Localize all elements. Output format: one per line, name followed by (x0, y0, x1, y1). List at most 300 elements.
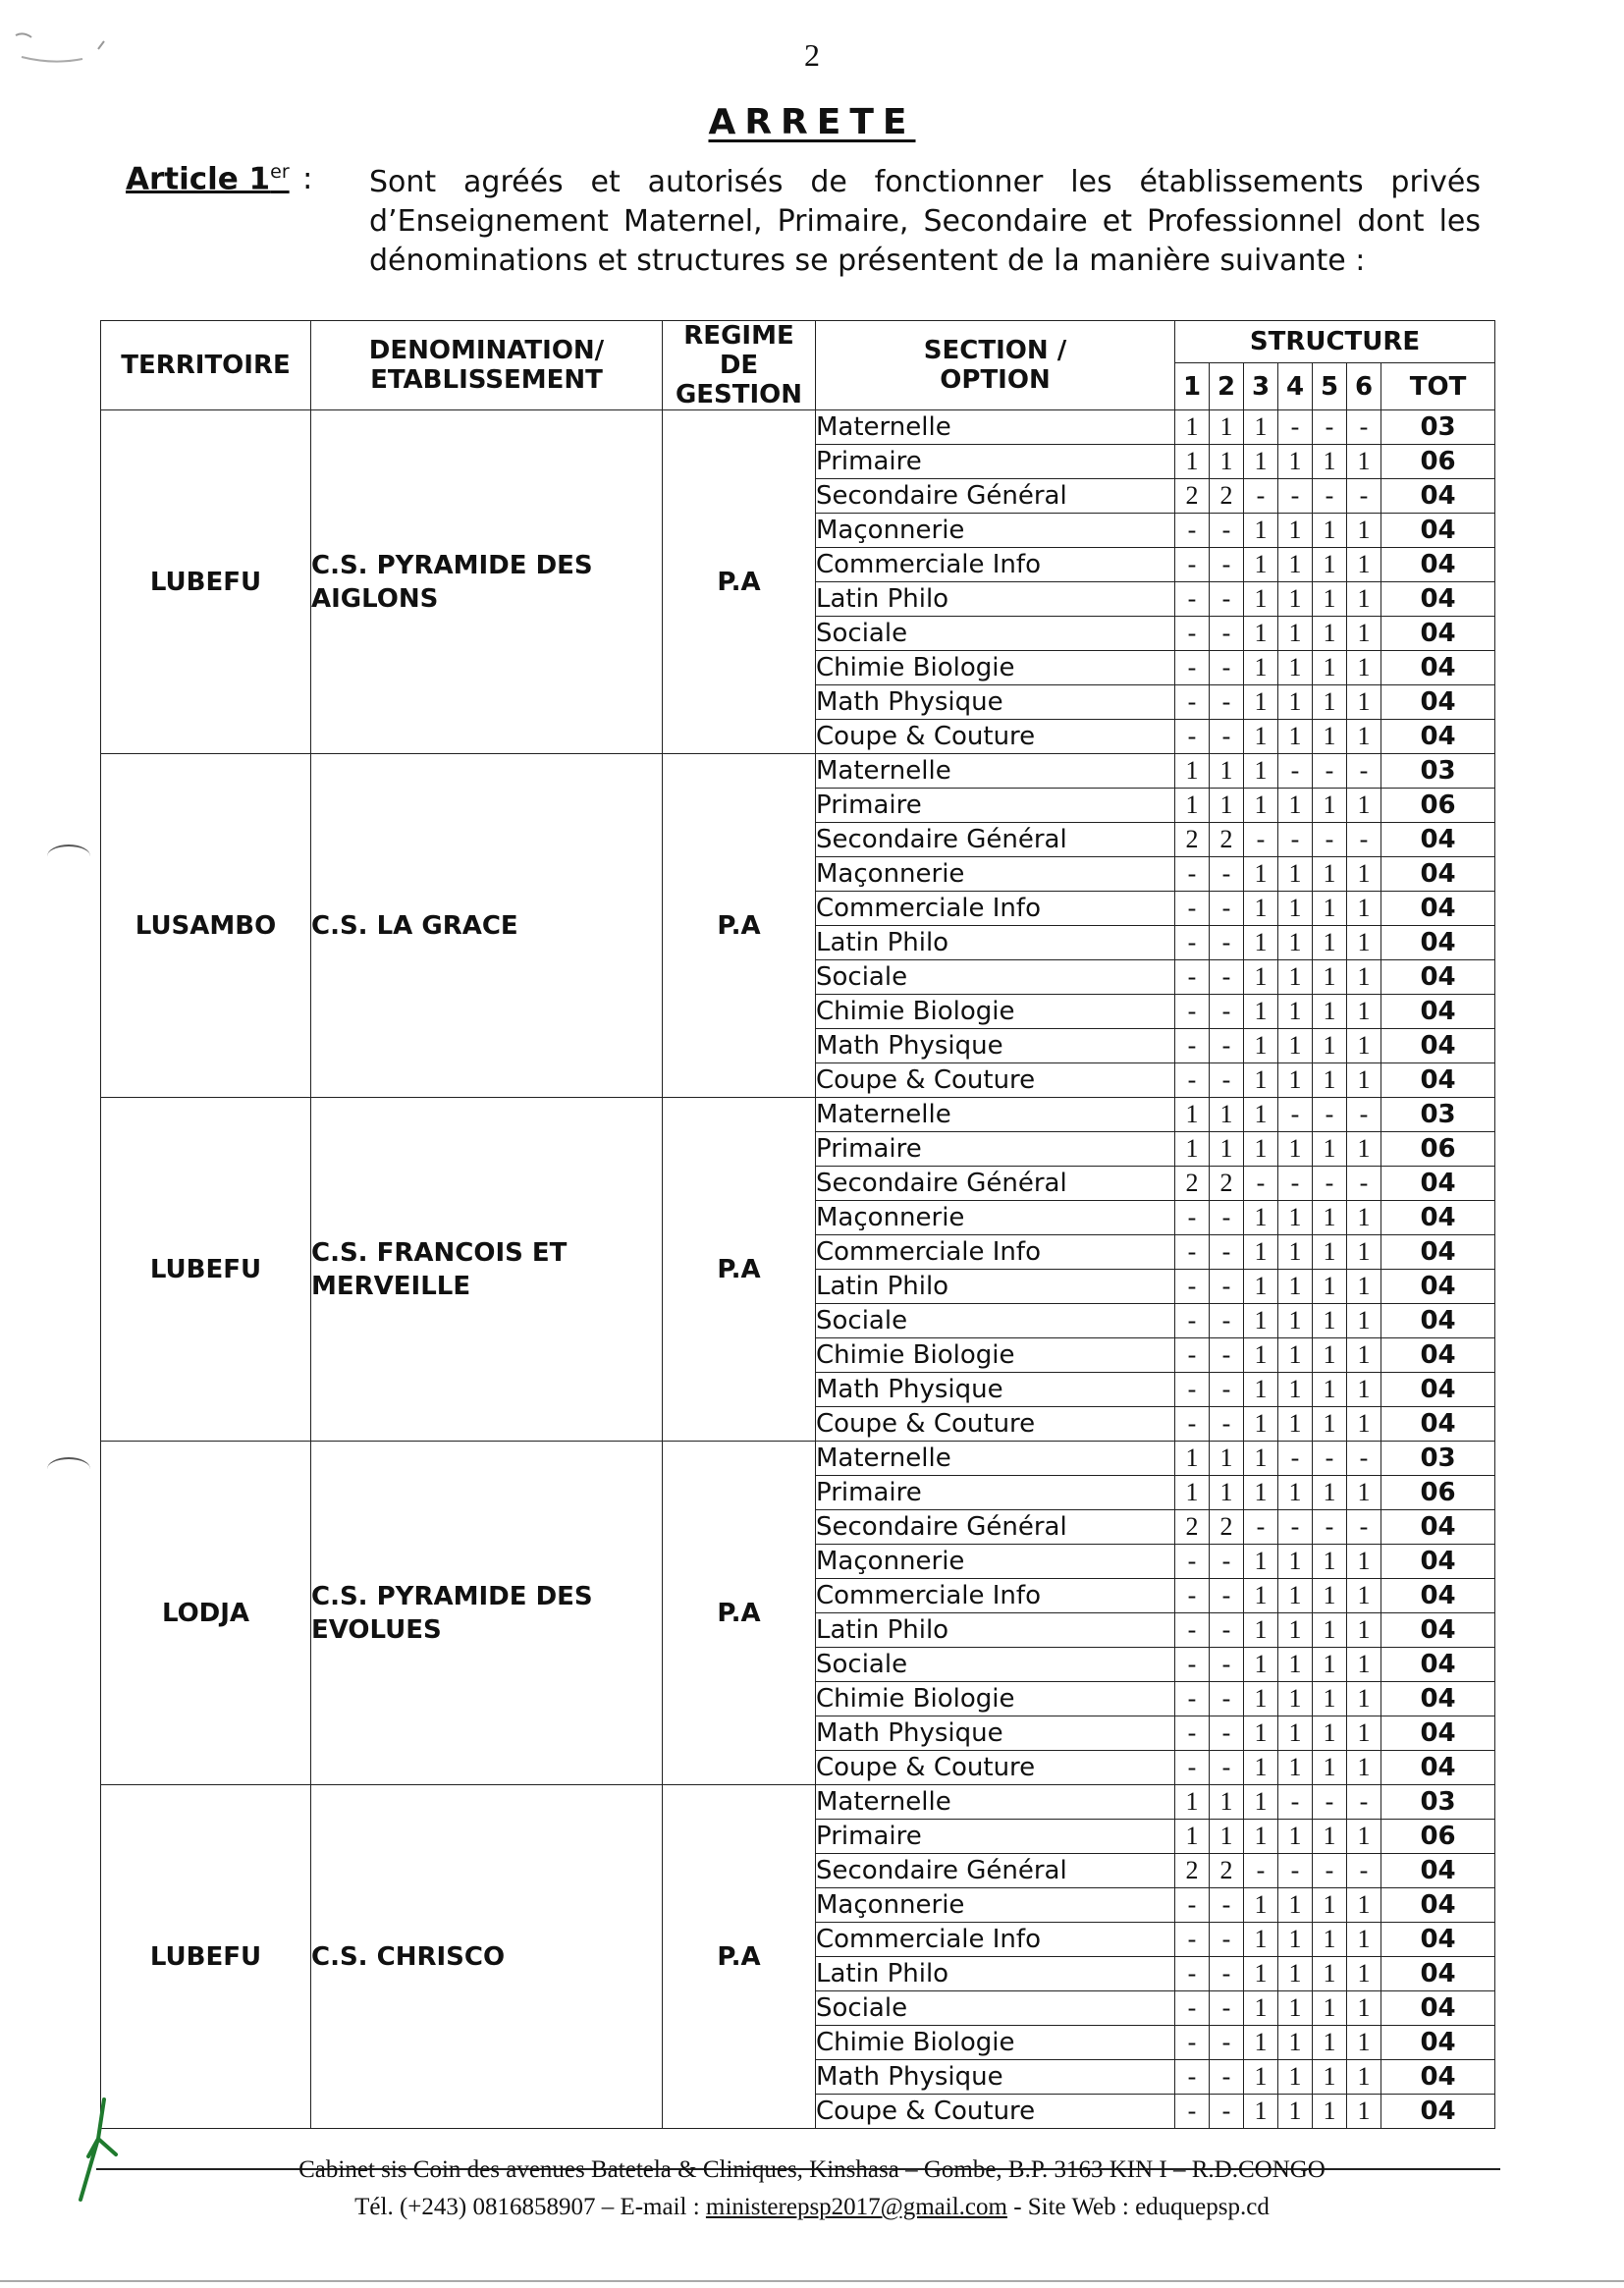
year-1-cell: 1 (1175, 1820, 1210, 1854)
header-denomination-line1: DENOMINATION/ (368, 336, 605, 365)
year-2-cell: - (1210, 1991, 1244, 2026)
table-row (101, 1785, 1495, 1820)
total-cell: 04 (1381, 1751, 1495, 1785)
total-cell: 04 (1381, 1029, 1495, 1063)
year-2-cell: - (1210, 1338, 1244, 1373)
year-2-cell: 2 (1210, 1510, 1244, 1545)
option-cell: Math Physique (816, 1029, 1175, 1063)
year-3-cell: 1 (1244, 1545, 1278, 1579)
year-6-cell: 1 (1347, 1991, 1381, 2026)
year-2-cell: - (1210, 995, 1244, 1029)
year-5-cell: 1 (1313, 685, 1347, 720)
year-1-cell: 1 (1175, 1476, 1210, 1510)
year-4-cell: - (1278, 1785, 1313, 1820)
header-regime-line3: GESTION (675, 380, 803, 409)
year-1-cell: - (1175, 1923, 1210, 1957)
year-1-cell: - (1175, 1063, 1210, 1098)
year-5-cell: - (1313, 479, 1347, 514)
total-cell: 04 (1381, 892, 1495, 926)
page-title: ARRETE (708, 102, 916, 142)
option-cell: Maçonnerie (816, 514, 1175, 548)
year-3-cell: 1 (1244, 1442, 1278, 1476)
year-1-cell: 2 (1175, 1167, 1210, 1201)
year-2-cell: - (1210, 2026, 1244, 2060)
footer-address: Cabinet sis Coin des avenues Batetela & Cliniques, Kinshasa – Gombe, B.P. 3163 KIN I – R.D.CONGO (298, 2156, 1326, 2183)
option-cell: Primaire (816, 1132, 1175, 1167)
year-5-cell: 1 (1313, 548, 1347, 582)
year-6-cell: 1 (1347, 617, 1381, 651)
header-section-line2: OPTION (940, 365, 1051, 395)
scan-bottom-edge (0, 2280, 1624, 2282)
year-1-cell: 2 (1175, 1510, 1210, 1545)
option-cell: Sociale (816, 1648, 1175, 1682)
year-6-cell: 1 (1347, 926, 1381, 960)
year-3-cell: 1 (1244, 720, 1278, 754)
year-1-cell: - (1175, 2026, 1210, 2060)
year-6-cell: - (1347, 1785, 1381, 1820)
total-cell: 04 (1381, 548, 1495, 582)
year-3-cell: 1 (1244, 1132, 1278, 1167)
year-3-cell: 1 (1244, 1785, 1278, 1820)
year-5-cell: 1 (1313, 2060, 1347, 2095)
header-section (816, 321, 1175, 410)
year-3-cell: 1 (1244, 2026, 1278, 2060)
establishments-table (100, 320, 1495, 2129)
year-2-cell: - (1210, 1648, 1244, 1682)
year-5-cell: - (1313, 1167, 1347, 1201)
option-cell: Latin Philo (816, 1270, 1175, 1304)
year-3-cell: 1 (1244, 582, 1278, 617)
territoire-cell: LUBEFU (101, 1098, 311, 1442)
year-1-cell: - (1175, 1338, 1210, 1373)
establishment-name-line1: C.S. FRANCOIS ET (311, 1237, 568, 1268)
year-3-cell: - (1244, 479, 1278, 514)
year-4-cell: 1 (1278, 1888, 1313, 1923)
option-cell: Chimie Biologie (816, 1682, 1175, 1716)
year-4-cell: 1 (1278, 1991, 1313, 2026)
header-year-1: 1 (1175, 363, 1210, 410)
year-5-cell: 1 (1313, 1201, 1347, 1235)
year-4-cell: 1 (1278, 651, 1313, 685)
year-6-cell: - (1347, 1510, 1381, 1545)
year-6-cell: 1 (1347, 960, 1381, 995)
year-2-cell: 1 (1210, 410, 1244, 445)
year-5-cell: 1 (1313, 514, 1347, 548)
year-3-cell: 1 (1244, 1201, 1278, 1235)
year-1-cell: - (1175, 1957, 1210, 1991)
year-4-cell: 1 (1278, 582, 1313, 617)
option-cell: Coupe & Couture (816, 1063, 1175, 1098)
establishment-name-line1: C.S. LA GRACE (311, 910, 518, 941)
header-regime-line1: REGIME (683, 321, 794, 351)
year-2-cell: - (1210, 1751, 1244, 1785)
year-6-cell: - (1347, 754, 1381, 789)
total-cell: 04 (1381, 514, 1495, 548)
total-cell: 04 (1381, 995, 1495, 1029)
year-5-cell: 1 (1313, 926, 1347, 960)
year-5-cell: - (1313, 1854, 1347, 1888)
total-cell: 06 (1381, 1132, 1495, 1167)
option-cell: Primaire (816, 1476, 1175, 1510)
year-5-cell: 1 (1313, 1304, 1347, 1338)
establishment-name-line2: EVOLUES (311, 1614, 442, 1645)
year-3-cell: 1 (1244, 892, 1278, 926)
year-6-cell: 1 (1347, 1648, 1381, 1682)
year-5-cell: 1 (1313, 1338, 1347, 1373)
year-6-cell: 1 (1347, 1304, 1381, 1338)
year-3-cell: 1 (1244, 1407, 1278, 1442)
year-1-cell: - (1175, 1613, 1210, 1648)
year-4-cell: 1 (1278, 995, 1313, 1029)
option-cell: Maternelle (816, 1785, 1175, 1820)
total-cell: 04 (1381, 1235, 1495, 1270)
year-6-cell: 1 (1347, 582, 1381, 617)
year-5-cell: 1 (1313, 651, 1347, 685)
table-row (101, 1098, 1495, 1132)
year-3-cell: 1 (1244, 514, 1278, 548)
year-6-cell: 1 (1347, 1373, 1381, 1407)
year-2-cell: - (1210, 582, 1244, 617)
total-cell: 03 (1381, 754, 1495, 789)
option-cell: Commerciale Info (816, 548, 1175, 582)
year-2-cell: - (1210, 651, 1244, 685)
year-2-cell: - (1210, 1304, 1244, 1338)
year-5-cell: 1 (1313, 2095, 1347, 2129)
establishment-name-line2: AIGLONS (311, 583, 439, 614)
year-2-cell: 1 (1210, 1098, 1244, 1132)
year-3-cell: 1 (1244, 1063, 1278, 1098)
option-cell: Commerciale Info (816, 892, 1175, 926)
year-5-cell: 1 (1313, 1888, 1347, 1923)
year-1-cell: - (1175, 857, 1210, 892)
year-3-cell: 1 (1244, 548, 1278, 582)
year-6-cell: 1 (1347, 892, 1381, 926)
regime-cell: P.A (663, 1098, 816, 1442)
year-4-cell: - (1278, 1442, 1313, 1476)
year-4-cell: 1 (1278, 960, 1313, 995)
header-total: TOT (1381, 363, 1495, 410)
total-cell: 06 (1381, 789, 1495, 823)
total-cell: 04 (1381, 1510, 1495, 1545)
year-1-cell: 1 (1175, 789, 1210, 823)
year-6-cell: 1 (1347, 1716, 1381, 1751)
year-5-cell: 1 (1313, 1132, 1347, 1167)
year-2-cell: - (1210, 1407, 1244, 1442)
establishment-name-line1: C.S. CHRISCO (311, 1941, 506, 1972)
year-6-cell: - (1347, 410, 1381, 445)
table-row (101, 1442, 1495, 1476)
year-6-cell: 1 (1347, 1751, 1381, 1785)
year-2-cell: 1 (1210, 754, 1244, 789)
year-5-cell: - (1313, 1442, 1347, 1476)
year-1-cell: - (1175, 582, 1210, 617)
year-1-cell: - (1175, 514, 1210, 548)
year-1-cell: - (1175, 1235, 1210, 1270)
total-cell: 04 (1381, 960, 1495, 995)
option-cell: Maçonnerie (816, 1201, 1175, 1235)
year-1-cell: - (1175, 1682, 1210, 1716)
year-6-cell: 1 (1347, 1029, 1381, 1063)
total-cell: 04 (1381, 1063, 1495, 1098)
year-3-cell: 1 (1244, 1235, 1278, 1270)
year-1-cell: 1 (1175, 1132, 1210, 1167)
year-3-cell: - (1244, 823, 1278, 857)
paraphe-initials-mark (59, 2092, 147, 2209)
year-5-cell: 1 (1313, 1270, 1347, 1304)
year-5-cell: 1 (1313, 1957, 1347, 1991)
year-1-cell: 2 (1175, 479, 1210, 514)
year-5-cell: 1 (1313, 1613, 1347, 1648)
year-5-cell: 1 (1313, 995, 1347, 1029)
territoire-cell: LUBEFU (101, 410, 311, 754)
year-3-cell: 1 (1244, 960, 1278, 995)
year-3-cell: 1 (1244, 2060, 1278, 2095)
total-cell: 04 (1381, 651, 1495, 685)
year-3-cell: 1 (1244, 1957, 1278, 1991)
establishment-name-line1: C.S. PYRAMIDE DES (311, 1581, 593, 1611)
year-6-cell: 1 (1347, 1682, 1381, 1716)
option-cell: Math Physique (816, 2060, 1175, 2095)
option-cell: Latin Philo (816, 926, 1175, 960)
article-label-text: Article 1 (126, 161, 271, 197)
option-cell: Maternelle (816, 410, 1175, 445)
year-5-cell: 1 (1313, 789, 1347, 823)
year-2-cell: 1 (1210, 1785, 1244, 1820)
year-5-cell: 1 (1313, 1923, 1347, 1957)
option-cell: Commerciale Info (816, 1235, 1175, 1270)
year-1-cell: - (1175, 1407, 1210, 1442)
year-1-cell: 1 (1175, 1442, 1210, 1476)
year-4-cell: 1 (1278, 2026, 1313, 2060)
year-5-cell: 1 (1313, 1648, 1347, 1682)
year-1-cell: - (1175, 1888, 1210, 1923)
year-4-cell: 1 (1278, 1957, 1313, 1991)
year-1-cell: - (1175, 1579, 1210, 1613)
total-cell: 06 (1381, 1476, 1495, 1510)
year-2-cell: - (1210, 1235, 1244, 1270)
year-5-cell: - (1313, 1098, 1347, 1132)
year-4-cell: 1 (1278, 857, 1313, 892)
year-1-cell: - (1175, 1545, 1210, 1579)
year-4-cell: 1 (1278, 1682, 1313, 1716)
total-cell: 03 (1381, 1442, 1495, 1476)
year-4-cell: 1 (1278, 1063, 1313, 1098)
year-3-cell: 1 (1244, 1613, 1278, 1648)
year-4-cell: 1 (1278, 617, 1313, 651)
option-cell: Maternelle (816, 1098, 1175, 1132)
year-2-cell: - (1210, 1613, 1244, 1648)
year-3-cell: 1 (1244, 926, 1278, 960)
year-4-cell: 1 (1278, 1716, 1313, 1751)
year-2-cell: - (1210, 1201, 1244, 1235)
year-6-cell: 1 (1347, 651, 1381, 685)
year-4-cell: 1 (1278, 1613, 1313, 1648)
total-cell: 04 (1381, 1648, 1495, 1682)
year-5-cell: 1 (1313, 1407, 1347, 1442)
year-1-cell: - (1175, 926, 1210, 960)
year-1-cell: - (1175, 1304, 1210, 1338)
year-6-cell: 1 (1347, 445, 1381, 479)
total-cell: 04 (1381, 1201, 1495, 1235)
option-cell: Sociale (816, 960, 1175, 995)
year-2-cell: - (1210, 1682, 1244, 1716)
year-1-cell: 1 (1175, 445, 1210, 479)
year-5-cell: 1 (1313, 892, 1347, 926)
year-2-cell: 1 (1210, 1476, 1244, 1510)
year-2-cell: - (1210, 548, 1244, 582)
table-row (101, 410, 1495, 445)
year-6-cell: 1 (1347, 1407, 1381, 1442)
year-6-cell: - (1347, 823, 1381, 857)
year-4-cell: 1 (1278, 1579, 1313, 1613)
year-4-cell: 1 (1278, 1373, 1313, 1407)
year-4-cell: - (1278, 1098, 1313, 1132)
year-1-cell: 2 (1175, 823, 1210, 857)
header-year-6: 6 (1347, 363, 1381, 410)
year-2-cell: - (1210, 1579, 1244, 1613)
year-4-cell: 1 (1278, 514, 1313, 548)
year-6-cell: - (1347, 1167, 1381, 1201)
option-cell: Maçonnerie (816, 1888, 1175, 1923)
year-3-cell: 1 (1244, 1579, 1278, 1613)
year-4-cell: 1 (1278, 445, 1313, 479)
year-2-cell: - (1210, 720, 1244, 754)
option-cell: Secondaire Général (816, 823, 1175, 857)
total-cell: 04 (1381, 2026, 1495, 2060)
year-3-cell: 1 (1244, 857, 1278, 892)
year-1-cell: - (1175, 1029, 1210, 1063)
year-3-cell: 1 (1244, 1373, 1278, 1407)
header-regime-line2: DE (719, 351, 759, 380)
year-5-cell: - (1313, 1510, 1347, 1545)
year-4-cell: - (1278, 754, 1313, 789)
option-cell: Coupe & Couture (816, 720, 1175, 754)
option-cell: Primaire (816, 789, 1175, 823)
footer-website: - Site Web : eduquepsp.cd (1006, 2194, 1270, 2220)
year-3-cell: 1 (1244, 1923, 1278, 1957)
year-3-cell: 1 (1244, 1476, 1278, 1510)
total-cell: 04 (1381, 1888, 1495, 1923)
header-year-3: 3 (1244, 363, 1278, 410)
option-cell: Chimie Biologie (816, 1338, 1175, 1373)
total-cell: 04 (1381, 1854, 1495, 1888)
total-cell: 04 (1381, 2095, 1495, 2129)
option-cell: Secondaire Général (816, 1167, 1175, 1201)
year-1-cell: - (1175, 1373, 1210, 1407)
year-3-cell: 1 (1244, 617, 1278, 651)
year-4-cell: 1 (1278, 1132, 1313, 1167)
year-6-cell: 1 (1347, 685, 1381, 720)
option-cell: Chimie Biologie (816, 651, 1175, 685)
year-5-cell: - (1313, 1785, 1347, 1820)
footer-email-link[interactable]: ministerepsp2017@gmail.com (705, 2194, 1007, 2220)
total-cell: 06 (1381, 1820, 1495, 1854)
year-4-cell: 1 (1278, 1338, 1313, 1373)
year-5-cell: 1 (1313, 1063, 1347, 1098)
year-4-cell: 1 (1278, 1270, 1313, 1304)
territoire-cell: LODJA (101, 1442, 311, 1785)
header-territoire: TERRITOIRE (101, 321, 311, 410)
establishment-name-line2: MERVEILLE (311, 1271, 471, 1301)
year-5-cell: - (1313, 754, 1347, 789)
total-cell: 04 (1381, 1407, 1495, 1442)
year-1-cell: - (1175, 960, 1210, 995)
year-5-cell: 1 (1313, 1476, 1347, 1510)
year-4-cell: - (1278, 479, 1313, 514)
option-cell: Coupe & Couture (816, 2095, 1175, 2129)
year-1-cell: - (1175, 995, 1210, 1029)
year-4-cell: 1 (1278, 1235, 1313, 1270)
year-4-cell: 1 (1278, 926, 1313, 960)
year-3-cell: 1 (1244, 1338, 1278, 1373)
punch-hole-mark (47, 844, 90, 868)
year-3-cell: - (1244, 1167, 1278, 1201)
year-3-cell: 1 (1244, 1820, 1278, 1854)
year-1-cell: - (1175, 2095, 1210, 2129)
year-4-cell: 1 (1278, 892, 1313, 926)
year-2-cell: - (1210, 892, 1244, 926)
year-6-cell: 1 (1347, 1132, 1381, 1167)
option-cell: Coupe & Couture (816, 1751, 1175, 1785)
year-5-cell: 1 (1313, 1029, 1347, 1063)
year-2-cell: 2 (1210, 1167, 1244, 1201)
year-6-cell: 1 (1347, 1957, 1381, 1991)
year-1-cell: - (1175, 1648, 1210, 1682)
regime-cell: P.A (663, 754, 816, 1098)
total-cell: 04 (1381, 1991, 1495, 2026)
year-3-cell: 1 (1244, 1270, 1278, 1304)
year-5-cell: 1 (1313, 720, 1347, 754)
year-3-cell: 1 (1244, 651, 1278, 685)
year-4-cell: 1 (1278, 1029, 1313, 1063)
year-6-cell: - (1347, 1098, 1381, 1132)
year-6-cell: - (1347, 1854, 1381, 1888)
table-row (101, 754, 1495, 789)
year-1-cell: 2 (1175, 1854, 1210, 1888)
header-denomination-line2: ETABLISSEMENT (370, 365, 603, 395)
year-1-cell: - (1175, 1270, 1210, 1304)
year-2-cell: - (1210, 1373, 1244, 1407)
year-4-cell: 1 (1278, 1476, 1313, 1510)
year-1-cell: - (1175, 2060, 1210, 2095)
year-5-cell: 1 (1313, 1682, 1347, 1716)
year-6-cell: 1 (1347, 2060, 1381, 2095)
total-cell: 03 (1381, 410, 1495, 445)
year-4-cell: - (1278, 1510, 1313, 1545)
year-3-cell: 1 (1244, 2095, 1278, 2129)
year-5-cell: 1 (1313, 617, 1347, 651)
option-cell: Chimie Biologie (816, 995, 1175, 1029)
year-4-cell: 1 (1278, 1648, 1313, 1682)
year-6-cell: 1 (1347, 1338, 1381, 1373)
header-year-5: 5 (1313, 363, 1347, 410)
year-6-cell: 1 (1347, 789, 1381, 823)
footer-phone: Tél. (+243) 0816858907 – E-mail : (354, 2194, 706, 2220)
year-3-cell: 1 (1244, 685, 1278, 720)
establishment-name-cell (311, 1785, 663, 2129)
year-4-cell: 1 (1278, 548, 1313, 582)
year-6-cell: 1 (1347, 1270, 1381, 1304)
year-1-cell: 1 (1175, 410, 1210, 445)
year-1-cell: 1 (1175, 1785, 1210, 1820)
header-structure: STRUCTURE (1175, 321, 1495, 363)
year-5-cell: - (1313, 823, 1347, 857)
year-3-cell: 1 (1244, 1029, 1278, 1063)
year-5-cell: - (1313, 410, 1347, 445)
total-cell: 04 (1381, 926, 1495, 960)
total-cell: 04 (1381, 1304, 1495, 1338)
year-5-cell: 1 (1313, 1820, 1347, 1854)
